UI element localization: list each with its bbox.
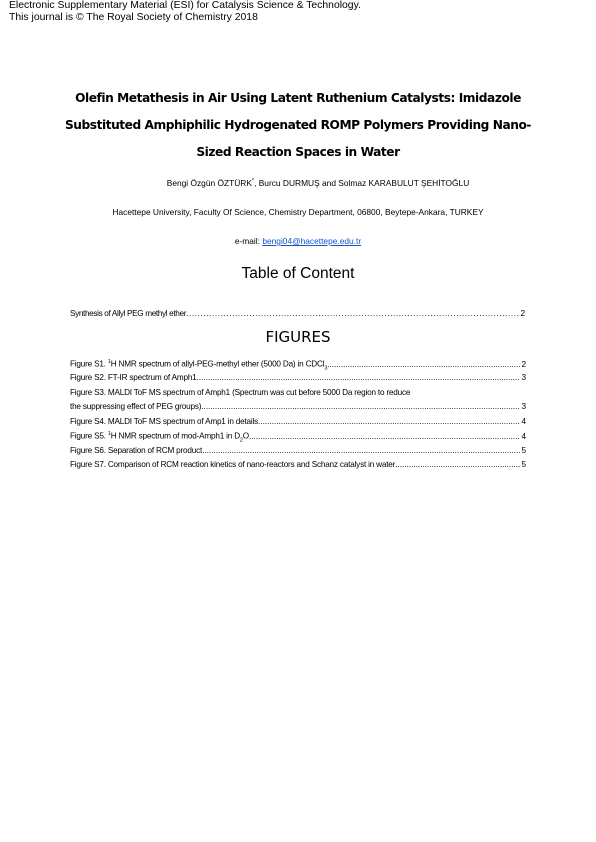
figure-entry-page: 4 (521, 417, 526, 426)
figure-entry-label: Figure S2. FT-IR spectrum of Amph1 (70, 373, 197, 382)
figure-entry-label: Figure S1. $^1$H NMR spectrum of allyl-PEG-methyl ether (5000 Da) in CDCl$_3$ (70, 359, 328, 372)
figure-entry-label: Figure S4. MALDI ToF MS spectrum of Amp1 in details (70, 417, 259, 426)
figure-entry-s1[interactable] (70, 359, 526, 371)
figure-entry-label: Figure S7. Comparison of RCM reaction kinetics of nano-reactors and Schanz catalyst in water (70, 460, 396, 469)
esi-header-line-1: Electronic Supplementary Material (ESI) for Catalysis Science & Technology. (9, 0, 361, 11)
leader-dots (197, 373, 521, 382)
title-line-1: Olefin Metathesis in Air Using Latent Ruthenium Catalysts: Imidazole (75, 91, 521, 105)
author-list (20, 178, 596, 188)
figure-entry-s3[interactable] (70, 402, 526, 411)
toc-heading: Table of Content (241, 265, 355, 282)
figures-heading: FIGURES (265, 328, 331, 346)
leader-dots (202, 446, 520, 455)
leader-dots (249, 432, 521, 441)
toc-entry[interactable] (70, 309, 525, 318)
leader-dots (201, 402, 520, 411)
leader-dots (186, 309, 519, 318)
figure-entry-s4[interactable] (70, 417, 526, 426)
co-authors: , Burcu DURMUŞ and Solmaz KARABULUT ŞEHİTOĞLU (254, 178, 470, 188)
figure-entry-page: 3 (521, 373, 526, 382)
figure-entry-s5[interactable] (70, 431, 526, 443)
affiliation: Hacettepe University, Faculty Of Science, Chemistry Department, 06800, Beytepe-Ankara, TURKEY (112, 207, 484, 217)
leader-dots (258, 417, 520, 426)
figure-entry-s7[interactable] (70, 460, 526, 469)
figure-entry-s2[interactable] (70, 373, 526, 382)
figure-entry-s6[interactable] (70, 446, 526, 455)
email-link[interactable]: bengi04@hacettepe.edu.tr (262, 236, 362, 246)
figure-entry-label: Figure S6. Separation of RCM product (70, 446, 203, 455)
corresponding-mark: * (251, 178, 255, 185)
title-line-3: Sized Reaction Spaces in Water (196, 145, 400, 159)
leader-dots (327, 360, 520, 369)
figure-entry-page: 5 (521, 460, 526, 469)
corresponding-author: Bengi Özgün ÖZTÜRK (166, 178, 252, 188)
figure-entry-label: the suppressing effect of PEG groups) (70, 402, 202, 411)
figure-entry-page: 3 (521, 402, 526, 411)
figure-entry-page: 2 (521, 359, 526, 369)
email-line (0, 236, 596, 246)
toc-entry-page: 2 (520, 309, 525, 318)
email-label: e-mail: (234, 236, 263, 246)
figure-entry-page: 5 (521, 446, 526, 455)
esi-header-line-2: This journal is © The Royal Society of Chemistry 2018 (9, 12, 258, 23)
figure-entry-s3-line-1[interactable]: Figure S3. MALDI ToF MS spectrum of Amph1 (Spectrum was cut before 5000 Da region to reduce (70, 388, 411, 397)
figure-entry-page: 4 (521, 431, 526, 441)
toc-entry-label: Synthesis of Allyl PEG methyl ether (70, 309, 187, 318)
leader-dots (395, 460, 520, 469)
figure-entry-label: Figure S5. $^1$H NMR spectrum of mod-Amph1 in $D_2O$ (70, 431, 249, 444)
title-line-2: Substituted Amphiphilic Hydrogenated ROMP Polymers Providing Nano- (64, 118, 532, 132)
